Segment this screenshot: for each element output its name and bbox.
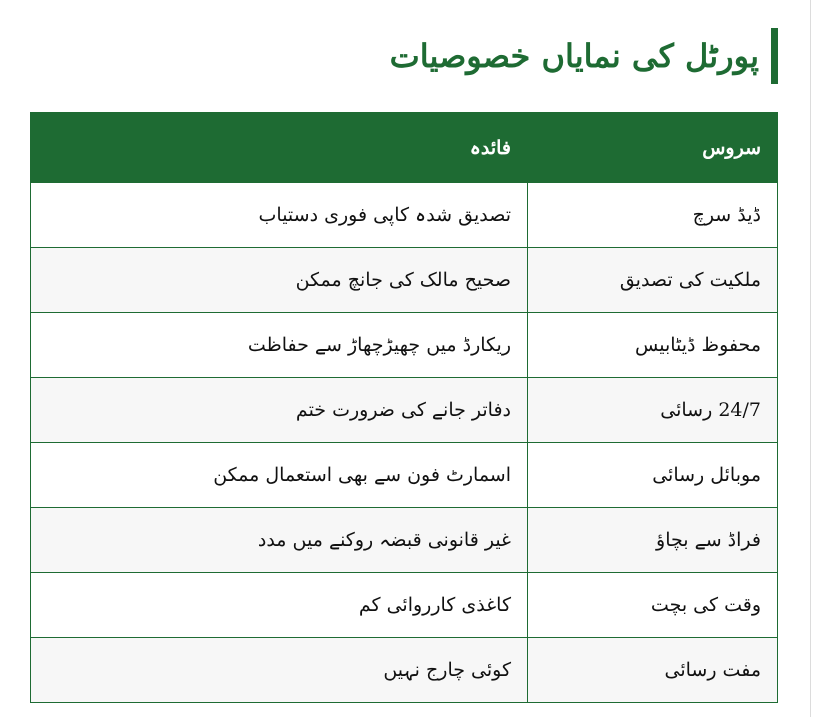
table-row [31, 378, 778, 443]
benefit-cell: تصدیق شدہ کاپی فوری دستیاب [31, 183, 528, 248]
service-cell: 24/7 رسائی [528, 378, 778, 443]
benefit-cell: کاغذی کارروائی کم [31, 573, 528, 638]
heading-accent-bar [771, 28, 778, 84]
table-row [31, 573, 778, 638]
service-cell: موبائل رسائی [528, 443, 778, 508]
features-table [30, 112, 778, 703]
section-heading [390, 28, 778, 84]
table-row [31, 183, 778, 248]
benefit-cell: ریکارڈ میں چھیڑچھاڑ سے حفاظت [31, 313, 528, 378]
header-service: سروس [528, 113, 778, 183]
service-cell: وقت کی بچت [528, 573, 778, 638]
service-cell: فراڈ سے بچاؤ [528, 508, 778, 573]
benefit-cell: کوئی چارج نہیں [31, 638, 528, 703]
service-cell: ڈیڈ سرچ [528, 183, 778, 248]
service-cell: محفوظ ڈیٹابیس [528, 313, 778, 378]
service-cell: مفت رسائی [528, 638, 778, 703]
header-benefit: فائدہ [31, 113, 528, 183]
benefit-cell: غیر قانونی قبضہ روکنے میں مدد [31, 508, 528, 573]
benefit-cell: صحیح مالک کی جانچ ممکن [31, 248, 528, 313]
service-cell: ملکیت کی تصدیق [528, 248, 778, 313]
table-row [31, 443, 778, 508]
table-row [31, 508, 778, 573]
page-title: پورٹل کی نمایاں خصوصیات [389, 37, 759, 75]
benefit-cell: اسمارٹ فون سے بھی استعمال ممکن [31, 443, 528, 508]
table-header-row [31, 113, 778, 183]
benefit-cell: دفاتر جانے کی ضرورت ختم [31, 378, 528, 443]
table-row [31, 248, 778, 313]
page-edge-rule [810, 0, 811, 717]
table-row [31, 638, 778, 703]
table-row [31, 313, 778, 378]
